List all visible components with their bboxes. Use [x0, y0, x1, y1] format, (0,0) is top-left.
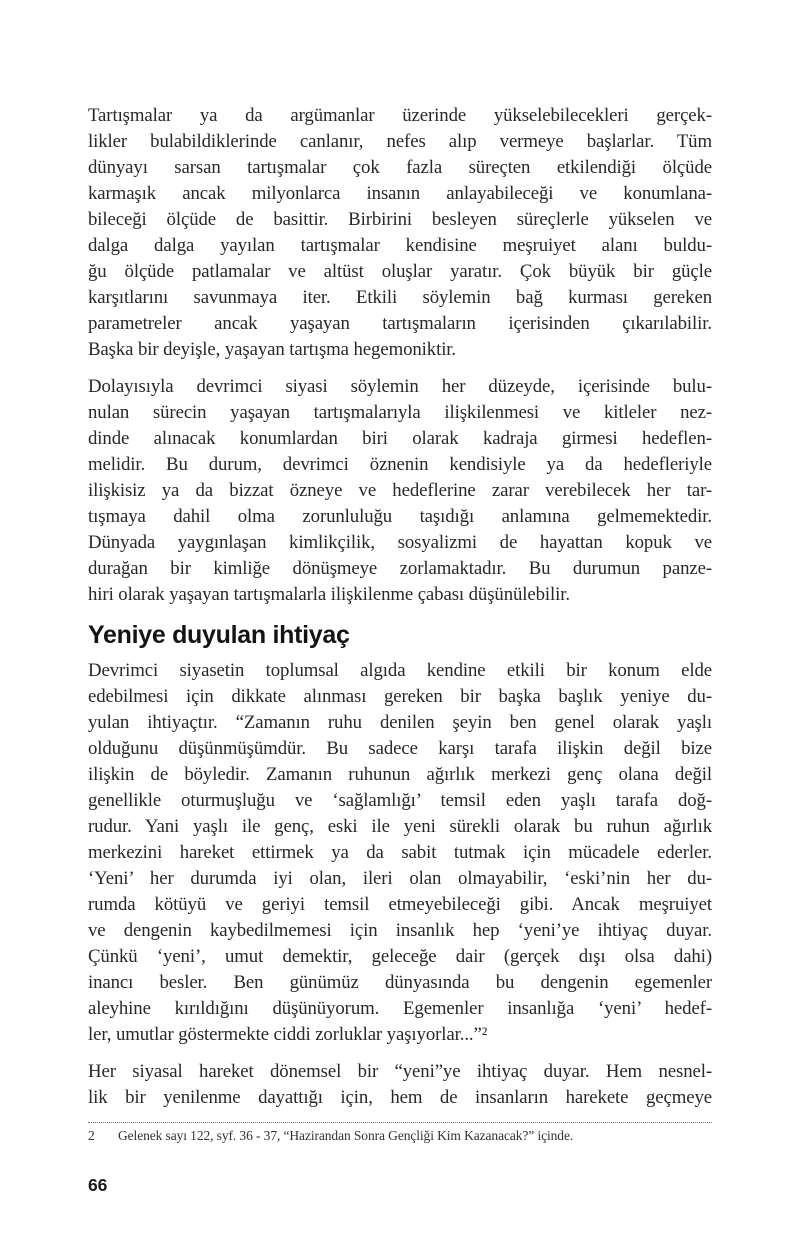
footnote-text: Gelenek sayı 122, syf. 36 - 37, “Hazirandan Sonra Gençliği Kim Kazanacak?” içinde.	[118, 1128, 574, 1143]
text-line: Çünkü ‘yeni’, umut demektir, geleceğe dair (gerçek dışı olsa dahi)	[88, 946, 712, 967]
text-line: tışmaya dahil olma zorunluluğu taşıdığı anlamına gelmemektedir.	[88, 506, 712, 527]
text-line: dinde alınacak konumlardan biri olarak kadraja girmesi hedeflen-	[88, 428, 712, 449]
text-line: ve dengenin kaybedilmemesi için insanlık hep ‘yeni’ye ihtiyaç duyar.	[88, 920, 712, 941]
paragraph	[88, 658, 712, 1048]
text-line: inancı besler. Ben günümüz dünyasında bu dengenin egemenler	[88, 972, 712, 993]
text-line: lik bir yenilenme dayattığı için, hem de insanların harekete geçmeye	[88, 1087, 712, 1108]
text-line: durağan bir kimliğe dönüşmeye zorlamaktadır. Bu durumun panze-	[88, 558, 712, 579]
page-number: 66	[88, 1175, 108, 1195]
text-line: karmaşık ancak milyonlarca insanın anlayabileceği ve konumlana-	[88, 183, 712, 204]
text-line: rumda kötüyü ve geriyi temsil etmeyebileceği gibi. Ancak meşruiyet	[88, 894, 712, 915]
paragraph	[88, 1059, 712, 1111]
text-line: Devrimci siyasetin toplumsal algıda kendine etkili bir konum elde	[88, 660, 712, 681]
text-line: Dolayısıyla devrimci siyasi söylemin her düzeyde, içerisinde bulu-	[88, 376, 712, 397]
text-line: karşıtlarını savunmaya iter. Etkili söylemin bağ kurması gereken	[88, 287, 712, 308]
text-line: Başka bir deyişle, yaşayan tartışma hegemoniktir.	[88, 339, 457, 360]
paragraph	[88, 103, 712, 363]
text-line: ler, umutlar göstermekte ciddi zorluklar yaşıyorlar...”²	[88, 1024, 488, 1045]
text-line: melidir. Bu durum, devrimci öznenin kendisiyle ya da hedefleriyle	[88, 454, 712, 475]
text-line: bileceği ölçüde de basittir. Birbirini besleyen süreçlerle yükselen ve	[88, 209, 712, 230]
text-line: genellikle oturmuşluğu ve ‘sağlamlığı’ temsil eden yaşlı tarafa doğ-	[88, 790, 712, 811]
text-line: rudur. Yani yaşlı ile genç, eski ile yeni sürekli olarak bu ruhun ağırlık	[88, 816, 712, 837]
text-line: ilişkin de böyledir. Zamanın ruhunun ağırlık merkezi genç olana değil	[88, 764, 712, 785]
text-line: Her siyasal hareket dönemsel bir “yeni”ye ihtiyaç duyar. Hem nesnel-	[88, 1061, 712, 1082]
text-line: hiri olarak yaşayan tartışmalarla ilişkilenme çabası düşünülebilir.	[88, 584, 570, 605]
text-line: dalga dalga yayılan tartışmalar kendisine meşruiyet alanı buldu-	[88, 235, 712, 256]
content-root	[88, 103, 712, 1111]
text-line: Tartışmalar ya da argümanlar üzerinde yükselebilecekleri gerçek-	[88, 105, 712, 126]
text-line: edebilmesi için dikkate alınması gereken bir başka başlık yeniye du-	[88, 686, 712, 707]
text-line: ğu ölçüde patlamalar ve altüst oluşlar yaratır. Çok büyük bir güçle	[88, 261, 712, 282]
footnote	[88, 1127, 712, 1144]
text-line: nulan sürecin yaşayan tartışmalarıyla ilişkilenmesi ve kitleler nez-	[88, 402, 712, 423]
paragraph	[88, 374, 712, 608]
text-line: Dünyada yaygınlaşan kimlikçilik, sosyalizmi de hayattan kopuk ve	[88, 532, 712, 553]
section-heading: Yeniye duyulan ihtiyaç	[88, 621, 350, 649]
text-block	[88, 103, 712, 1198]
text-line: merkezini hareket ettirmek ya da sabit tutmak için mücadele ederler.	[88, 842, 712, 863]
text-line: ilişkisiz ya da bizzat özneye ve hedeflerine zarar verebilecek her tar-	[88, 480, 712, 501]
text-line: dünyayı sarsan tartışmalar çok fazla süreçten etkilendiği ölçüde	[88, 157, 712, 178]
text-line: likler bulabildiklerinde canlanır, nefes alıp vermeye başlarlar. Tüm	[88, 131, 712, 152]
footnote-divider	[88, 1122, 712, 1123]
footnote-marker: 2	[88, 1128, 95, 1143]
text-line: aleyhine kırıldığını düşünüyorum. Egemenler insanlığa ‘yeni’ hedef-	[88, 998, 712, 1019]
text-line: parametreler ancak yaşayan tartışmaların içerisinden çıkarılabilir.	[88, 313, 712, 334]
text-line: ‘Yeni’ her durumda iyi olan, ileri olan olmayabilir, ‘eski’nin her du-	[88, 868, 712, 889]
text-line: olduğunu düşünmüşümdür. Bu sadece karşı tarafa ilişkin değil bize	[88, 738, 712, 759]
text-line: yulan ihtiyaçtır. “Zamanın ruhu denilen şeyin ben genel olarak yaşlı	[88, 712, 712, 733]
